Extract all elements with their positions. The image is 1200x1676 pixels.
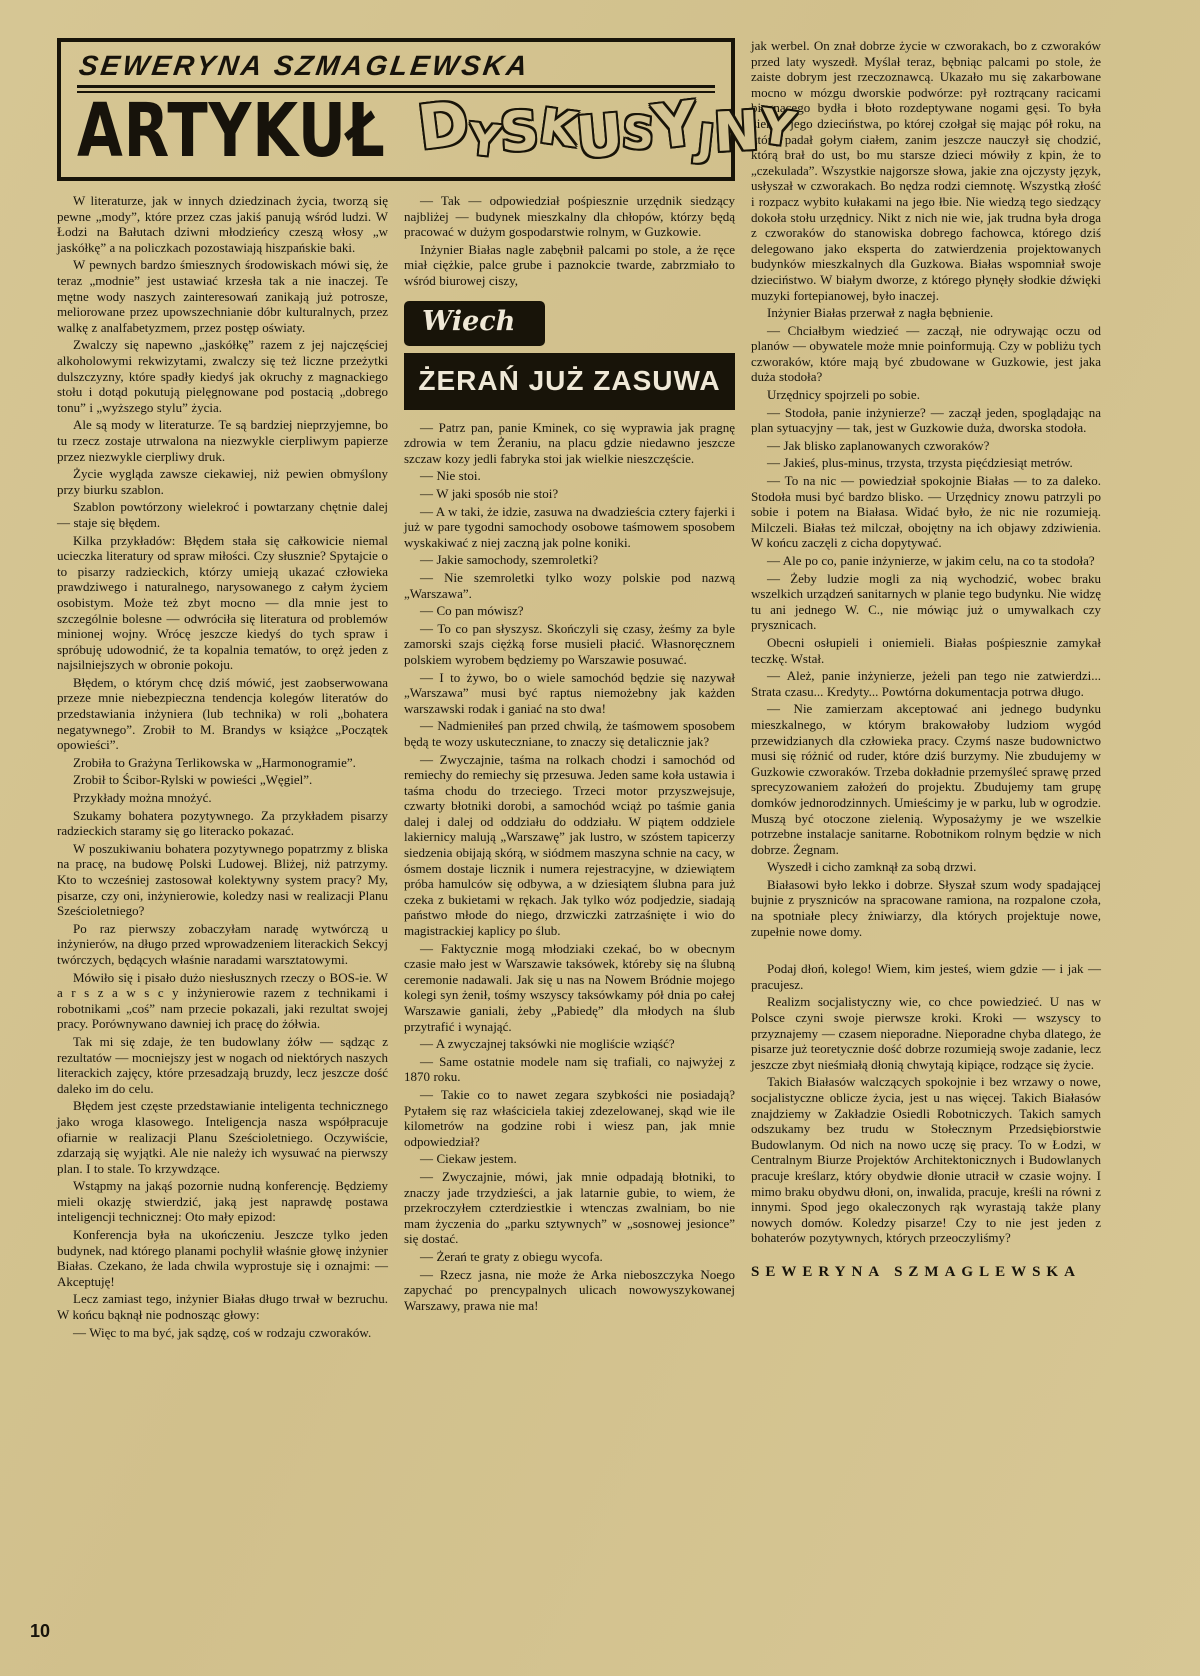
page-number: 10 [30, 1621, 51, 1641]
paragraph: W pewnych bardzo śmiesznych środowiskach mówi się, że teraz „modnie” jest ustawiać krzesła tak a nie inaczej. Te mętne wody naszych zainteresowań zanikają już potrosze, meliorowane przez upowszechnianie dóbr kulturalnych, przez walkę z analfabetyzmem, przez postęp oświaty. [57, 257, 388, 335]
paragraph: Błędem jest częste przedstawianie inteligenta technicznego jako wroga klasowego. Inteligencja nasza współpracuje ofiarnie w realizacji Planu Sześcioletniego. Oczywiście, zdarzają się wyjątki. Ale nie należy ich wysuwać na pierwszy plan. I to stale. To krzywdzące. [57, 1098, 388, 1176]
paragraph: Urzędnicy spojrzeli po sobie. [767, 387, 920, 403]
paragraph: Realizm socjalistyczny wie, co chce powiedzieć. U nas w Polsce czyni swoje pierwsze kroki. Kroki — wszyscy to przyznajemy — czasem nieporadne. Nieporadne chyba dlatego, że pisarze już teoretycznie dość dobrze rozumieją swoje zadanie, lecz jeszcze zbyt nieśmiałą dłonią chwytają kipiące, rodzące się życie. [751, 994, 1101, 1072]
paragraph: Zwalczy się napewno „jaskółkę” razem z jej najczęściej alkoholowymi rekwizytami, zwalczy się też liczne przeżytki dulszczyzny, które spadły kiedyś jak okruchy z magnackiego stołu i dotąd pokutują pielęgnowane pod postacią „dobrego tonu” i „wyższego stylu” życia. [57, 337, 388, 415]
paragraph: Białasowi było lekko i dobrze. Słyszał szum wody spadającej bujnie z pryszniców na spracowane ramiona, na rozpalone czoła, na spotniałe plecy żniwiarzy, dla których projektuje nowe, zupełnie nowe domy. [751, 876, 1101, 939]
column-left [57, 193, 388, 1342]
paragraph: — Jakieś, plus-minus, trzysta, trzysta pięćdziesiąt metrów. [767, 455, 1073, 471]
wiech-title: ŻERAŃ JUŻ ZASUWA [404, 353, 735, 410]
paragraph: — Ale po co, panie inżynierze, w jakim celu, na co ta stodoła? [767, 553, 1095, 568]
paragraph: Inżynier Białas nagle zabębnił palcami po stole, a że ręce miał ciężkie, palce grube i paznokcie twarde, zabrzmiało to wśród biurowej ciszy, [404, 241, 735, 289]
column-right-bottom [751, 961, 1101, 1246]
paragraph: — Co pan mówisz? [420, 603, 524, 619]
paragraph: Konferencja była na ukończeniu. Jeszcze tylko jeden budynek, nad którego planami pochylił właśnie głowę inżynier Białas. Czekano, że lada chwila wyprostuje się i oznajmi: — Akceptuję! [57, 1227, 388, 1289]
paragraph: — Nadmieniłeś pan przed chwilą, że taśmowem sposobem będą te wozy uskuteczniane, to znaczy się detalicznie jak? [404, 718, 735, 749]
section-gap [751, 941, 1101, 961]
paragraph: Kilka przykładów: Błędem stała się całkowicie niemal ucieczka literatury od spraw miłości. Czy słusznie? Spytajcie o to pisarzy radzieckich, którzy umieją ukazać człowieka prawdziwego i naturalnego, narysowanego z całym życiem osobistym. Może też zbyt mocno — dla mnie jest to szczególnie bolesne — odwróciła się literatura od problemów minionej wojny. Wrócę jeszcze kiedyś do tych spraw i spróbuję udowodnić, że ta kopalnia tematów, to oręż jeden z najsilniejszych w obronie pokoju. [57, 532, 388, 673]
article-title [77, 87, 799, 174]
paragraph: Takich Białasów walczących spokojnie i bez wrzawy o nowe, socjalistyczne oblicze życia, jest u nas więcej. Takich Białasów znajdziemy w Zakładzie Osiedli Robotniczych. Takich samych odszukamy bez trudu w Stołecznym Przedsiębiorstwie Budowlanym. Od nich na nowo uczę się pracy. To w Łodzi, w Centralnym Biurze Projektów Architektonicznych i Budowlanych pracuje kreślarz, który obydwie dłonie utracił w czasie wojny. I mimo braku obydwu dłoni, on, inwalida, pracuje, kreśli na równi z innymi. Spod jego okaleczonych rąk wyrastają także plany nowych domów. Koledzy pisarze! Czy to nie jest jeden z bohaterów pozytywnych, których przeoczyliśmy? [751, 1074, 1101, 1246]
paragraph: — Same ostatnie modele nam się trafiali, co najwyżej z 1870 roku. [404, 1053, 735, 1085]
title-letter: U [573, 101, 626, 172]
paragraph: — To co pan słyszysz. Skończyli się czasy, żeśmy za byle zamorski szajs ciężką forse musieli płacić. Własnoręcznem polskiem wyrobem będziemy po Warszawie posuwać. [404, 620, 735, 667]
column-middle-bottom [404, 420, 735, 1314]
column-right-top [751, 38, 1101, 939]
title-letter: N [712, 98, 761, 164]
title-letter: J [695, 114, 717, 167]
paragraph: — A w taki, że idzie, zasuwa na dwadzieścia cztery fajerki i już w pare tygodni samochody osobowe taśmowem sposobem wyskakiwać z niej zaczną jak polne koniki. [404, 503, 735, 550]
paragraph: — Takie co to nawet zegara szybkości nie posiadają? Pytałem się raz właściciela takiej zdezelowanej, skąd wie ile kilometrów na godzine robi i wiesz pan, jak mnie odpowiedział? [404, 1086, 735, 1149]
paragraph: — Żerań te graty z obiegu wycofa. [420, 1248, 603, 1264]
paragraph: Przykłady można mnożyć. [73, 790, 212, 806]
paragraph: — Patrz pan, panie Kminek, co się wyprawia jak pragnę zdrowia w tem Żeraniu, na placu gdzie niedawno jeszcze szczaw kozy jedli fabryka stoi jak wielkie nieszczęście. [404, 419, 735, 466]
left-two-columns [57, 38, 799, 1342]
title-letter: Y [756, 98, 799, 158]
paragraph: W poszukiwaniu bohatera pozytywnego popatrzmy z bliska na pracę, na budowę Polski Ludowej. Bliżej, niż patrzymy. Kto to wcześniej zastosował kolektywny system pracy? My, pisarze, czy oni, inżynierowie, koledzy nasi w realizacji Planu Sześcioletniego? [57, 840, 388, 919]
paragraph: — Chciałbym wiedzieć — zaczął, nie odrywając oczu od planów — obywatele może mnie poinformują. Czy w pobliżu tych czworaków, które mają być zbudowane w Guzkowie, jest jaka duża stodoła? [751, 322, 1101, 385]
paragraph: — Ciekaw jestem. [420, 1151, 517, 1167]
paragraph: — Zwyczajnie, taśma na rolkach chodzi i samochód od remiechy do remiechy się przesuwa. Jeden same koła ustawia i taśma chodu do trzeciego. Trzeci motor przyszwejsuje, czwarty błotniki dorobi, a samochód wciąż po taśmie gania dalej i dalej od oddziału do oddziału. W piątem oddziele lakiernicy malują „Warszawę” jak lustro, w szóstem tapicerzy siedzenia obijają skórą, w siódmem maszyna schnie na cacy, w ósmem dostaje licznik i numera rejestracyjne, w dziewiątem próba hamulców się odbywa, a w dziesiątem ślubna para już czeka z bukietami w rękach. Jak tylko wóz podjedzie, siadają państwo młode do niego, drzwiczki zatrzaśnięte i wio do magistrackiej kaplicy po ślub. [404, 751, 735, 939]
paragraph: Szukamy bohatera pozytywnego. Za przykładem pisarzy radzieckich staramy się go literacko pokazać. [57, 807, 388, 839]
paragraph: — Nie szemroletki tylko wozy polskie pod nazwą „Warszawa”. [404, 569, 735, 601]
wiech-label: Wiech [404, 301, 545, 346]
column-right [751, 38, 1101, 1342]
paragraph: — To na nic — powiedział spokojnie Białas — to za daleko. Stodoła musi być bardzo blisko. — Urzędnicy znowu patrzyli po sobie i potem na Białasa. Widać było, że nic nie rozumieją. Milczeli. Białas też milczał, obojętny na ich objawy zdziwienia. W końcu zaczęli z cicha dopytywać. [751, 473, 1101, 551]
paragraph: — Jakie samochody, szemroletki? [420, 552, 599, 568]
title-letter: Y [465, 114, 503, 168]
paragraph: — Ależ, panie inżynierze, jeżeli pan tego nie zatwierdzi... Strata czasu... Kredyty... Powtórna dokumentacja potrwa długo. [751, 668, 1101, 699]
paragraph: — A zwyczajnej taksówki nie mogliście wziąść? [420, 1036, 675, 1052]
title-letter: D [413, 87, 473, 164]
paragraph: Szablon powtórzony wielekroć i powtarzany chętnie dalej — staje się błędem. [57, 499, 388, 530]
paragraph: jak werbel. On znał dobrze życie w czworakach, bo z czworaków przed laty wyszedł. Myślał teraz, bębniąc palcami po stole, że zaiste dobrym jest rzeczoznawcą. Ukazało mu się zakarbowane mocno w mózgu dworskie podwórze: pył roztrącany racicami biegnącego bydła i błoto rozdeptywane nogami gęsi. To była ziemia jego dzieciństwa, po której czołgał się mając pół roku, na którą padał gołym ciałem, zanim jeszcze nauczył się chodzić, którą brał do ust, bo mu starsze dzieci mówiły z kpin, że to „czekulada”. Wszystkie najgorsze słowa, jakie zna ojczysty język, usłyszał w czworakach. Bo nędza rodzi ciemnotę. Wszystką złość i rozpacz wybito kułakami na jego łbie. Nie wiedzą tego siedzący dokoła stołu urzędnicy. Nikt z nich nie wie, jak trudna była droga z czworaków do stanowiska dobrego fachowca, którego dziś delegowano jako eksperta do zatwierdzenia projektowanych budynków mieszkalnych dla Guzkowa. Białas wspomniał swoje dzieciństwo. W białym dworze, z którego płynęły słodkie dźwięki muzyki fortepianowej, było inaczej. [751, 38, 1101, 303]
paragraph: — I to żywo, bo o wiele samochód będzie się nazywał „Warszawa” musi być raptus niemożebny jak każden warszawski rodak i ganiać na sto dwa! [404, 669, 735, 716]
header-author-name: SEWERYNA SZMAGLEWSKA [77, 50, 532, 81]
paragraph: — Zwyczajnie, mówi, jak mnie odpadają błotniki, to znaczy jade trzydzieści, a jak latarnie gubie, to wiem, że przekroczyłem czterdziestkie i wtenczas zwalniam, bo nie mam życzenia do „parku sztywnych” w „sosnowej jesionce” się dostać. [404, 1168, 735, 1247]
paragraph: Podaj dłoń, kolego! Wiem, kim jesteś, wiem gdzie — i jak — pracujesz. [751, 961, 1101, 992]
paragraph: Ale są mody w literaturze. Te są bardziej nieprzyjemne, bo tu rzecz zostaje utrwalona na niezwykle cierpliwym papierze przez niezwykle cierpliwy druk. [57, 417, 388, 464]
article-header [57, 38, 799, 181]
paragraph: Zrobił to Ścibor-Rylski w powieści „Węgiel”. [73, 772, 313, 788]
paragraph: W literaturze, jak w innych dziedzinach życia, tworzą się pewne „mody”, które przez czas jakiś panują wśród ludzi. W Łodzi na Bałutach dziwni młodzieńcy czeszą włosy „w jaskółkę” a na policzkach pozostawiają hiszpańskie baki. [57, 193, 388, 255]
column-middle-top [404, 193, 735, 289]
paragraph: Błędem, o którym chcę dziś mówić, jest zaobserwowana przeze mnie niebezpieczna tendencja kolegów literatów do przedstawiania inżyniera (lub technika) w roli „bohatera negatywnego”. Zrobił to M. Brandys w książce „Początek opowieści”. [57, 674, 388, 753]
title-letter: Y [649, 88, 702, 164]
wiech-box [404, 301, 735, 410]
title-letter: S [498, 98, 541, 164]
paragraph: Życie wygląda zawsze ciekawiej, niż pewien obmyślony przy biurku szablon. [57, 466, 388, 497]
text-columns [57, 193, 735, 1342]
paragraph: Tak mi się zdaje, że ten budowlany żółw — sądząc z rezultatów — mocniejszy jest w nogach od niektórych naszych literackich zajęcy, które przesadzają bruzdy, lecz jeszcze dość daleko im do celu. [57, 1033, 388, 1096]
paragraph: — Więc to ma być, jak sądzę, coś w rodzaju czworaków. [73, 1324, 372, 1340]
paragraph: — Tak — odpowiedział pośpiesznie urzędnik siedzący najbliżej — budynek mieszkalny dla chłopów, którzy będą pracować w dużym gospodarstwie rolnym, w Guzkowie. [404, 193, 735, 240]
paragraph: — Nie zamierzam akceptować ani jednego budynku mieszkalnego, w którym brakowałoby ludziom wygód przewidzianych dla człowieka pracy. Czymś nasze budownictwo musi się różnić od ruder, które dziś burzymy. Nie zbudujemy w Guzkowie czworaków. Trzeba dokładnie przemyśleć sprawę przed sprecyzowaniem założeń do projektu. Zbudujemy tam grupę domków jednorodzinnych. Umieścimy je w parku, lub w ogrodzie. Muszą być otoczone zielenią. Wyposażymy je we wszelkie potrzebne instalacje sanitarne. Robotnikom rolnym będzie w nich dobrze. Żegnam. [751, 701, 1101, 857]
paragraph: Inżynier Białas przerwał z nagła bębnienie. [767, 305, 994, 321]
paragraph: Wstąpmy na jakąś pozornie nudną konferencję. Będziemy mieli okazję stwierdzić, jaką jest naprawdę postawa inteligencji technicznej: Oto mały epizod: [57, 1178, 388, 1225]
paragraph: Mówiło się i pisało dużo niesłusznych rzeczy o BOS-ie. W a r s z a w s c y inżynierowie razem z technikami i robotnikami „coś” nam przecie pokazali, jaki rezultat swojej pracy. Porównywano dawniej ich pracę do żółwia. [57, 969, 388, 1032]
paragraph: — Żeby ludzie mogli za nią wychodzić, wobec braku wszelkich urządzeń sanitarnych w planie tego budynku. Nie widzę tu ani jednego W. C., nie mówiąc już o umywalkach czy prysznicach. [751, 570, 1101, 633]
paragraph: Po raz pierwszy zobaczyłam naradę wytwórczą u inżynierów, na długo przed wprowadzeniem literackich Sekcyj twórczych, będących właśnie naradami warsztatowymi. [57, 920, 388, 967]
paragraph: Zrobiła to Grażyna Terlikowska w „Harmonogramie”. [73, 754, 356, 770]
paragraph: — Faktycznie mogą młodziaki czekać, bo w obecnym czasie mało jest w Warszawie taksówek, któreby się na ślubną ceremonie nadawali. Jak się u nas na Nowem Bródnie mojego kolegi syn żenił, tośmy wszyscy taksówkamy pół dnia po całej Warszawie ganiali, żeby „Pabiedę” dla młodych na ślub przytrafić i wynająć. [404, 940, 735, 1034]
article-title-decor [413, 87, 799, 172]
title-letter: S [620, 106, 657, 160]
footer-author-signature: SEWERYNA SZMAGLEWSKA [751, 1263, 1081, 1280]
paragraph: — Jak blisko zaplanowanych czworaków? [767, 437, 990, 453]
title-letter: K [536, 98, 581, 158]
article-title-main: ARTYKUŁ [77, 88, 386, 174]
paragraph: — W jaki sposób nie stoi? [420, 486, 559, 502]
content-row [57, 38, 1200, 1342]
paragraph: — Stodoła, panie inżynierze? — zaczął jeden, spoglądając na plan sytuacyjny — tak, jest w Guzkowie duża, dworska stodoła. [751, 404, 1101, 436]
paragraph: Lecz zamiast tego, inżynier Białas długo trwał w bezruchu. W końcu bąknął nie podnosząc głowy: [57, 1291, 388, 1323]
paragraph: Wyszedł i cicho zamknął za sobą drzwi. [767, 859, 977, 875]
column-middle [404, 193, 735, 1342]
paragraph: Obecni osłupieli i oniemieli. Białas pośpiesznie zamykał teczkę. Wstał. [751, 634, 1101, 666]
paragraph: — Rzecz jasna, nie może że Arka nieboszczyka Noego zapychać po prencypalnych ulicach nowowyszykowanej Warszawy, prawa nie ma! [404, 1266, 735, 1313]
paragraph: — Nie stoi. [420, 468, 481, 484]
